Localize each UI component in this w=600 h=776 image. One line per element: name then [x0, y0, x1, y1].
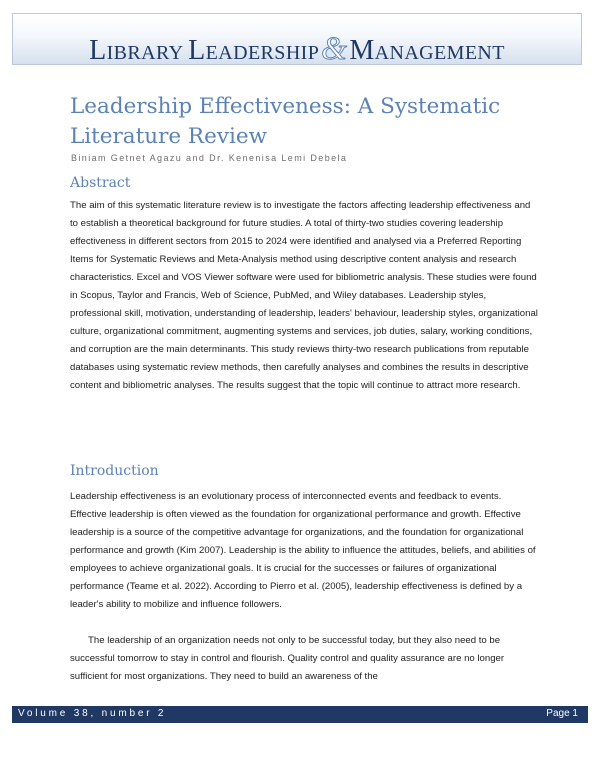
- journal-ampersand: &: [321, 31, 348, 67]
- journal-name-rest: ANAGEMENT: [374, 42, 505, 64]
- introduction-paragraph-2: The leadership of an organization needs not only to be successful today, but they also need to be successful tomorrow to stay in control and flourish. Quality control and quality assurance are no longer sufficient for most organizations. They need to build an awareness of the: [70, 635, 505, 682]
- journal-name-rest: IBRARY: [106, 42, 183, 64]
- introduction-heading: Introduction: [70, 463, 159, 479]
- journal-banner: [12, 13, 582, 65]
- article-title: Leadership Effectiveness: A Systematic Literature Review: [70, 94, 501, 149]
- introduction-paragraph-1: Leadership effectiveness is an evolutionary process of interconnected events and feedback to events. Effective leadership is often viewed as the foundation for organizational performance and growth. Effective leadership is a source of the competitive advantage for organizations, and the foundation for organizational performance and growth (Kim 2007). Leadership is the ability to influence the attitudes, beliefs, and abilities of employees to achieve organizational goals. It is crucial for the successes or failures of organizational performance (Teame et al. 2022). According to Pierro et al. (2005), leadership effectiveness is defined by a leader's ability to mobilize and influence followers.: [70, 491, 536, 610]
- journal-name-rest: EADERSHIP: [205, 42, 320, 64]
- page-footer: [12, 706, 588, 723]
- volume-label: Volume 38, number 2: [18, 708, 167, 719]
- page-number: Page 1: [546, 708, 578, 719]
- journal-name: [13, 31, 581, 68]
- journal-name-initial: M: [349, 35, 375, 66]
- journal-name-initial: L: [188, 35, 206, 66]
- article-authors: Biniam Getnet Agazu and Dr. Kenenisa Lemi Debela: [71, 153, 348, 163]
- abstract-text: The aim of this systematic literature review is to investigate the factors affecting leadership effectiveness and to establish a theoretical background for future studies. A total of thirty-two studies covering leadership effectiveness in different sectors from 2015 to 2024 were identified and analysed via a Preferred Reporting Items for Systematic Reviews and Meta-Analysis method using descriptive content analysis and research characteristics. Excel and VOS Viewer software were used for bibliometric analysis. These studies were found in Scopus, Taylor and Francis, Web of Science, PubMed, and Wiley databases. Leadership styles, professional skill, motivation, understanding of leadership, leaders' behaviour, leadership styles, organizational culture, organizational commitment, augmenting systems and services, job duties, salary, working conditions, and corruption are the main determinants. This study reviews thirty-two research publications from reputable databases using systematic review methods, then carefully analyses and combines the results in descriptive content and bibliometric analyses. The results suggest that the topic will continue to attract more research.: [70, 200, 538, 391]
- abstract-heading: Abstract: [70, 175, 131, 191]
- journal-name-initial: L: [89, 35, 107, 66]
